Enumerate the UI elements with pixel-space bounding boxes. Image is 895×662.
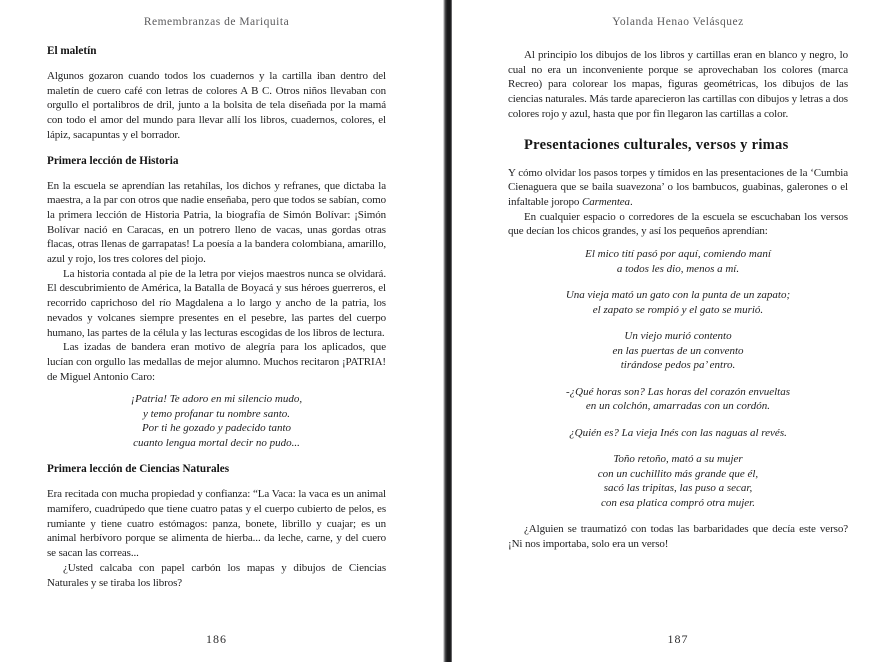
text-segment: ¿Alguien se traumatizó con todas las barbaridades que decía este verso? ¡Ni nos importaba, solo era un verso!: [508, 523, 848, 550]
text-segment: Las izadas de bandera eran motivo de alegría para los aplicados, que lucían con orgullo las medallas de mejor alumno. Muchos recitaron ¡PATRIA! de Miguel Antonio Caro:: [47, 341, 386, 383]
verse-line: ¿Quién es? La vieja Inés con las naguas al revés.: [569, 426, 787, 439]
page-body-right: [508, 48, 848, 551]
paragraph: [47, 267, 386, 341]
running-header-left: Remembranzas de Mariquita: [143, 16, 290, 28]
text-segment: Era recitada con mucha propiedad y confianza: “La Vaca: la vaca es un animal mamífero, cuadrúpedo que tiene cuatro patas y el cuerpo cubierto de pelos, es rumiante y tiene cuatro estómagos: panza, bonete, librillo y cuajar; es un animal herbívoro porque se alimenta de hierba... da leche, carne, y del cuero se sacan las correas...: [47, 488, 386, 560]
paragraph: [508, 48, 848, 122]
running-header-right: Yolanda Henao Velásquez: [612, 16, 744, 28]
page-number-left: 186: [206, 632, 227, 646]
verse-line: cuanto lengua mortal decir no pudo...: [133, 436, 300, 449]
text-segment: Algunos gozaron cuando todos los cuadernos y la cartilla iban dentro del maletín de cuero café con letras de colores A B C. Otros niños llevaban con orgullo el portalibros de dril, junto a la bolsita de tela diseñada por la mamá con todo el amor del mundo para llevar allí los libros, cuadernos, colores, el lápiz, sacapuntas y el borrador.: [47, 70, 386, 141]
verse-block: [508, 329, 848, 373]
page-body-left: [47, 44, 386, 590]
verse-line: sacó las tripitas, las puso a secar,: [603, 482, 753, 495]
text-segment: La historia contada al pie de la letra por viejos maestros nunca se olvidará. El descubrimiento de América, la Batalla de Boyacá y sus héroes guerreros, el recorrido caprichoso del río Magdalena a lo largo y ancho de la patria, los nevados y volcanes siempre presentes en el pesebre, las partes del cuerpo humano, las partes de la célula y las lecturas escogidas de los libros de lectura.: [47, 267, 386, 339]
paragraph: [508, 166, 848, 210]
verse-block: [508, 452, 848, 510]
text-segment: .: [629, 195, 633, 208]
paragraph: [47, 179, 386, 267]
verse-line: tirándose pedos pa’ entro.: [620, 359, 736, 372]
text-segment: Y cómo olvidar los pasos torpes y tímidos en las presentaciones de la ‘Cumbia Cienaguera que se baila suavezona’ o los bambucos, guabinas, galerones o el infaltable joropo: [508, 166, 848, 208]
verse-block: [508, 247, 848, 276]
text-segment: ¿Usted calcaba con papel carbón los mapas y dibujos de Ciencias Naturales y se tiraba los libros?: [47, 561, 386, 589]
paragraph: [47, 561, 386, 590]
verse-line: ¡Patria! Te adoro en mi silencio mudo,: [130, 393, 303, 406]
verse-line: el zapato se rompió y el gato se murió.: [592, 303, 764, 316]
verse-line: en un colchón, amarradas con un cordón.: [585, 400, 771, 413]
page-number-right: 187: [667, 632, 689, 646]
text-segment: Al principio los dibujos de los libros y cartillas eran en blanco y negro, lo cual no era un inconveniente porque se aprovechaban los colores (marca Recreo) para colorear los mapas, figuras geométricas, los dibujos de las ciencias naturales. Más tarde aparecieron las cartillas con dibujos y letras a dos colores rojo y azul, hasta que por fin llegaron las cartillas a color.: [508, 49, 848, 120]
verse-line: Una vieja mató un gato con la punta de un zapato;: [565, 289, 791, 302]
verse-line: Toño retoño, mató a su mujer: [613, 453, 743, 466]
verse-line: El mico tití pasó por aquí, comiendo maní: [585, 248, 771, 261]
book-gutter: [443, 0, 452, 662]
verse-line: a todos les dio, menos a mí.: [616, 262, 740, 275]
verse-block: [47, 392, 386, 450]
italic-text: Carmentea: [581, 195, 630, 208]
verse-block: [508, 288, 848, 317]
paragraph: [508, 522, 848, 551]
verse-line: en las puertas de un convento: [612, 344, 744, 357]
paragraph: [47, 340, 386, 384]
paragraph: [508, 210, 848, 239]
verse-line: y temo profanar tu nombre santo.: [142, 407, 291, 420]
verse-line: -¿Qué horas son? Las horas del corazón envueltas: [566, 385, 790, 398]
verse-line: con un cuchillito más grande que él,: [597, 467, 759, 480]
verse-line: con esa platica compró otra mujer.: [601, 496, 755, 509]
page-right: [452, 0, 895, 662]
section-heading: Primera lección de Historia: [47, 154, 179, 167]
paragraph: [47, 69, 386, 143]
verse-block: [508, 385, 848, 414]
paragraph: [47, 487, 386, 561]
verse-block: [508, 426, 848, 441]
verse-line: Por ti he gozado y padecido tanto: [141, 422, 292, 435]
chapter-title: Presentaciones culturales, versos y rimas: [524, 136, 789, 153]
text-segment: En cualquier espacio o corredores de la escuela se escuchaban los versos que decían los chicos grandes, y así los pequeños aprendían:: [508, 210, 848, 238]
verse-line: Un viejo murió contento: [624, 330, 732, 343]
section-heading: El maletín: [47, 45, 97, 57]
text-segment: En la escuela se aprendían las retahílas, los dichos y refranes, que dictaba la maestra, a la par con otros que nadie enseñaba, pero que todos se sabían, como la primera lección de Historia Patria, la biografía de Simón Bolívar: ¡Simón Bolívar nació en Caracas, en un potrero lleno de vacas, unas gordas otras flacas, otras llenas de garrapatas! La poesía a la bandera colombiana, amarillo, azul y rojo, los tres colores del piojo.: [47, 179, 386, 266]
section-heading: Primera lección de Ciencias Naturales: [47, 463, 230, 476]
page-left: [0, 0, 443, 662]
